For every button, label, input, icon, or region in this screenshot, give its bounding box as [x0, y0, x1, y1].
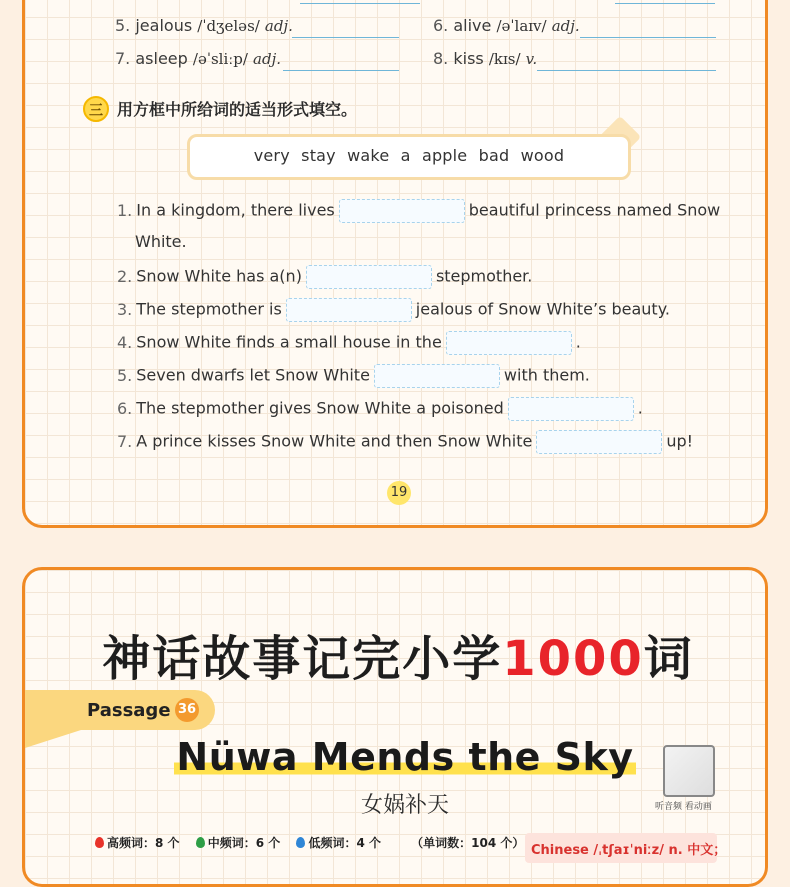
- vocab-pos: adj.: [253, 50, 282, 68]
- vocab-pos: adj.: [551, 17, 580, 35]
- section-instructions: 用方框中所给词的适当形式填空。: [117, 100, 358, 119]
- vocab-number: 7.: [115, 49, 131, 68]
- answer-line[interactable]: [292, 37, 399, 38]
- answer-blank[interactable]: [446, 331, 572, 355]
- question-number: 5.: [117, 365, 133, 385]
- leaf-icon: [196, 837, 205, 848]
- answer-blank[interactable]: [374, 364, 500, 388]
- answer-blank[interactable]: [306, 265, 432, 289]
- story-title: Nüwa Mends the Sky: [176, 735, 634, 779]
- sentence-continued: White.: [135, 232, 187, 251]
- vocab-word: asleep: [135, 49, 188, 68]
- fill-item-5: [117, 364, 590, 388]
- qr-code-icon[interactable]: [663, 745, 715, 797]
- answer-line[interactable]: [537, 70, 716, 71]
- passage-page: [22, 567, 768, 887]
- book-title-number: 1000: [502, 631, 644, 687]
- sentence-after: .: [575, 332, 581, 352]
- vocab-ipa: /kɪs/: [488, 50, 521, 68]
- answer-line[interactable]: [580, 37, 716, 38]
- sentence-after: jealous of Snow White’s beauty.: [415, 299, 670, 319]
- sentence-before: Snow White finds a small house in the: [136, 332, 442, 352]
- fill-item-4: [117, 331, 581, 355]
- vocab-word: alive: [453, 16, 492, 35]
- sentence-before: The stepmother is: [136, 299, 282, 319]
- sentence-before: Seven dwarfs let Snow White: [136, 365, 370, 385]
- question-number: 3.: [117, 299, 133, 319]
- page-number: 19: [387, 481, 411, 505]
- story-subtitle: 女娲补天: [360, 793, 449, 818]
- vocab-number: 8.: [433, 49, 449, 68]
- passage-label: Passage: [87, 700, 171, 721]
- vocab-item: [433, 16, 580, 35]
- vocab-number: 6.: [433, 16, 449, 35]
- vocab-number: 5.: [115, 16, 131, 35]
- book-title-suffix: 词: [643, 631, 694, 687]
- vocab-word: kiss: [453, 49, 484, 68]
- passage-number-badge: 36: [175, 698, 199, 722]
- sentence-before: The stepmother gives Snow White a poisoned: [136, 398, 504, 418]
- sentence-after: up!: [666, 431, 694, 451]
- word-bank: [187, 134, 631, 182]
- sentence-after: stepmother.: [435, 266, 533, 286]
- answer-blank[interactable]: [339, 199, 465, 223]
- sentence-after: .: [637, 398, 643, 418]
- exercise-page: [22, 0, 768, 528]
- water-drop-icon: [296, 837, 305, 848]
- answer-line[interactable]: [615, 3, 715, 4]
- answer-line[interactable]: [283, 70, 399, 71]
- question-number: 7.: [117, 431, 133, 451]
- vocab-ipa: /əˈlaɪv/: [496, 17, 547, 35]
- question-number: 1.: [117, 200, 133, 220]
- total-word-count: （单词数：104 个）: [411, 836, 525, 850]
- vocab-item: [115, 49, 281, 68]
- fill-item-2: [117, 265, 532, 289]
- answer-blank[interactable]: [286, 298, 412, 322]
- vocab-ipa: /ˈdʒeləs/: [197, 17, 260, 35]
- answer-line[interactable]: [300, 3, 420, 4]
- sentence-before: A prince kisses Snow White and then Snow White: [136, 431, 533, 451]
- answer-blank[interactable]: [536, 430, 662, 454]
- book-title-prefix: 神话故事记完小学: [102, 631, 503, 687]
- fill-item-1-continued: [135, 232, 187, 251]
- fill-item-3: [117, 298, 670, 322]
- word-bank-words: very stay wake a apple bad wood: [253, 146, 565, 165]
- vocab-word: jealous: [135, 16, 193, 35]
- fill-item-1: [117, 199, 720, 223]
- section-number-icon: 三: [83, 96, 109, 122]
- vocab-item: [433, 49, 537, 68]
- fill-item-6: [117, 397, 643, 421]
- vocab-ipa: /əˈsliːp/: [192, 50, 248, 68]
- sentence-before: Snow White has a(n): [136, 266, 302, 286]
- vocab-item: [115, 16, 293, 35]
- book-title: [25, 620, 771, 689]
- qr-caption: 听音频 看动画: [655, 802, 712, 812]
- mid-frequency-count: 中频词：6 个: [207, 836, 281, 850]
- vocab-pos: v.: [525, 50, 538, 68]
- question-number: 2.: [117, 266, 133, 286]
- low-frequency-count: 低频词：4 个: [308, 836, 381, 850]
- answer-blank[interactable]: [508, 397, 634, 421]
- glossary-note: Chinese /ˌtʃaɪˈniːz/ n. 中文；: [525, 833, 717, 863]
- fill-item-7: [117, 430, 693, 454]
- sentence-after: with them.: [503, 365, 590, 385]
- question-number: 4.: [117, 332, 133, 352]
- sentence-after: beautiful princess named Snow: [468, 200, 721, 220]
- high-frequency-count: 高频词：8 个: [107, 836, 180, 850]
- sentence-before: In a kingdom, there lives: [136, 200, 335, 220]
- flame-icon: [95, 837, 104, 848]
- word-frequency-stats: [95, 834, 524, 851]
- question-number: 6.: [117, 398, 133, 418]
- vocab-pos: adj.: [264, 17, 293, 35]
